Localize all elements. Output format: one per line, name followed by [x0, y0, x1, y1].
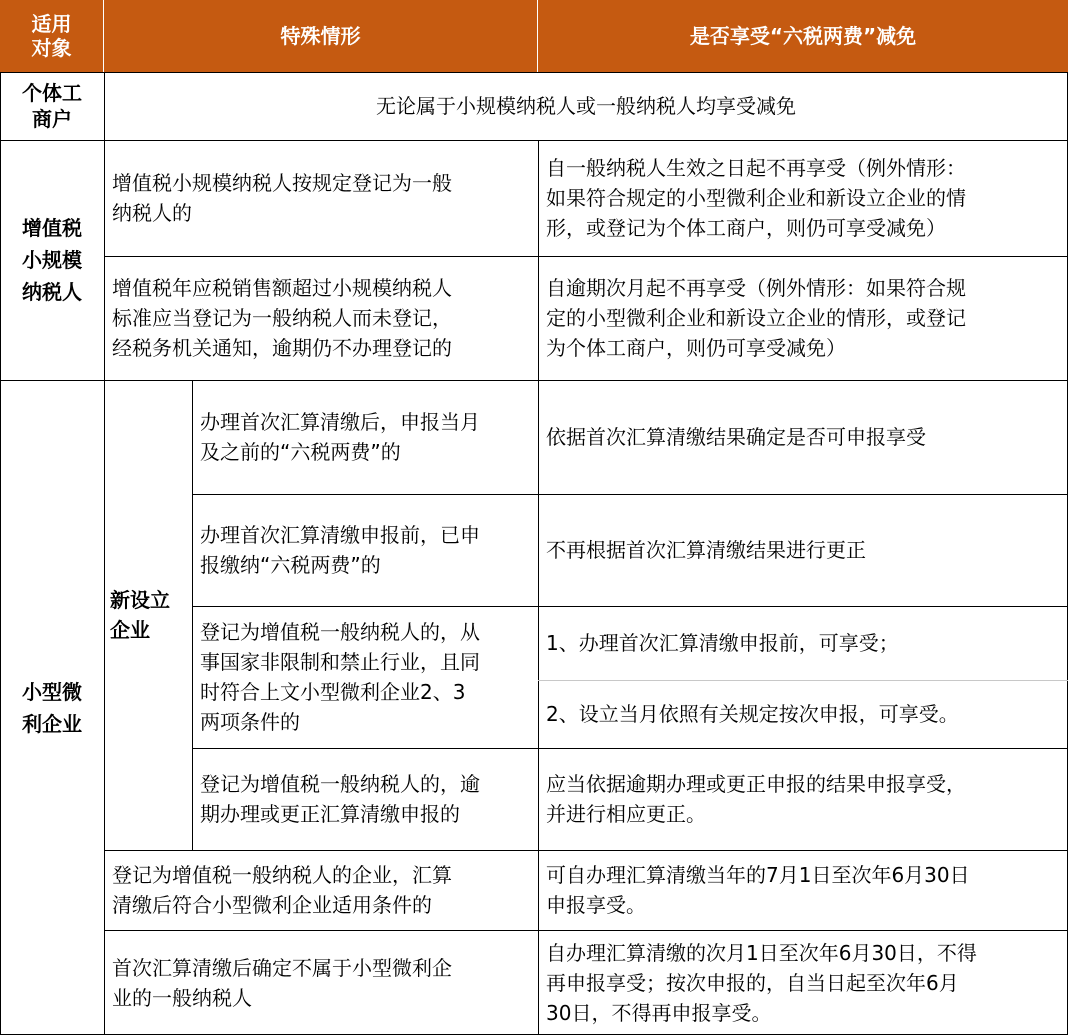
new-enterprise-result-2: 不再根据首次汇算清缴结果进行更正	[546, 538, 866, 562]
small-micro-result-6: 自办理汇算清缴的次月1日至次年6月30日，不得 再申报享受；按次申报的，自当日起至次年6月 30日，不得再申报享受。	[546, 940, 977, 1025]
border-row-small-micro-top	[0, 380, 1068, 381]
row-label-small-scale-taxpayer: 增值税 小规模 纳税人	[22, 216, 82, 304]
border-row-5-top	[104, 850, 1068, 851]
new-enterprise-result-3b: 2、设立当月依照有关规定按次申报，可享受。	[546, 702, 959, 726]
new-enterprise-case-2: 办理首次汇算清缴申报前，已申 报缴纳“六税两费”的	[200, 523, 480, 577]
border-new-2	[192, 606, 1068, 607]
row-label-individual-business: 个体工 商户	[22, 81, 82, 131]
individual-business-result: 无论属于小规模纳税人或一般纳税人均享受减免	[376, 94, 796, 118]
border-new-3	[192, 748, 1068, 749]
new-enterprise-case-3: 登记为增值税一般纳税人的，从 事国家非限制和禁止行业，且同 时符合上文小型微利企业2、3 两项条件的	[200, 620, 480, 734]
new-enterprise-result-1: 依据首次汇算清缴结果确定是否可申报享受	[546, 425, 926, 449]
border-new-1	[192, 494, 1068, 495]
new-enterprise-case-1: 办理首次汇算清缴后，申报当月 及之前的“六税两费”的	[200, 410, 480, 464]
row-label-new-enterprise: 新设立 企业	[110, 588, 170, 642]
border-col-2	[538, 140, 539, 1035]
border-row-6-top	[104, 930, 1068, 931]
new-enterprise-result-3a: 1、办理首次汇算清缴申报前，可享受；	[546, 631, 899, 655]
small-scale-case-2: 增值税年应税销售额超过小规模纳税人 标准应当登记为一般纳税人而未登记， 经税务机关通知，逾期仍不办理登记的	[112, 276, 452, 360]
small-micro-case-5: 登记为增值税一般纳税人的企业，汇算 清缴后符合小型微利企业适用条件的	[112, 863, 452, 917]
header-result: 是否享受“六税两费”减免	[538, 0, 1068, 72]
header-case: 特殊情形	[104, 0, 538, 72]
border-left	[0, 72, 1, 1035]
border-row-small-scale-top	[0, 140, 1068, 141]
small-scale-result-2: 自逾期次月起不再享受（例外情形：如果符合规 定的小型微利企业和新设立企业的情形，或登记 为个体工商户，则仍可享受减免）	[546, 276, 966, 360]
small-micro-case-6: 首次汇算清缴后确定不属于小型微利企 业的一般纳税人	[112, 955, 452, 1010]
border-col-1	[104, 72, 105, 1035]
border-col-new	[192, 380, 193, 850]
small-scale-result-1: 自一般纳税人生效之日起不再享受（例外情形： 如果符合规定的小型微利企业和新设立企业的情 形，或登记为个体工商户，则仍可享受减免）	[546, 156, 966, 240]
header-target: 适用 对象	[0, 0, 104, 72]
border-small-scale-mid	[104, 256, 1068, 257]
small-micro-result-5: 可自办理汇算清缴当年的7月1日至次年6月30日 申报享受。	[546, 863, 970, 917]
new-enterprise-result-4: 应当依据逾期办理或更正申报的结果申报享受， 并进行相应更正。	[546, 772, 966, 826]
small-scale-case-1: 增值税小规模纳税人按规定登记为一般 纳税人的	[112, 171, 452, 225]
border-row-individual-top	[0, 72, 1068, 73]
new-enterprise-case-4: 登记为增值税一般纳税人的，逾 期办理或更正汇算清缴申报的	[200, 772, 480, 826]
row-label-small-micro-enterprise: 小型微 利企业	[22, 679, 82, 736]
border-new-3-sub	[538, 680, 1068, 681]
